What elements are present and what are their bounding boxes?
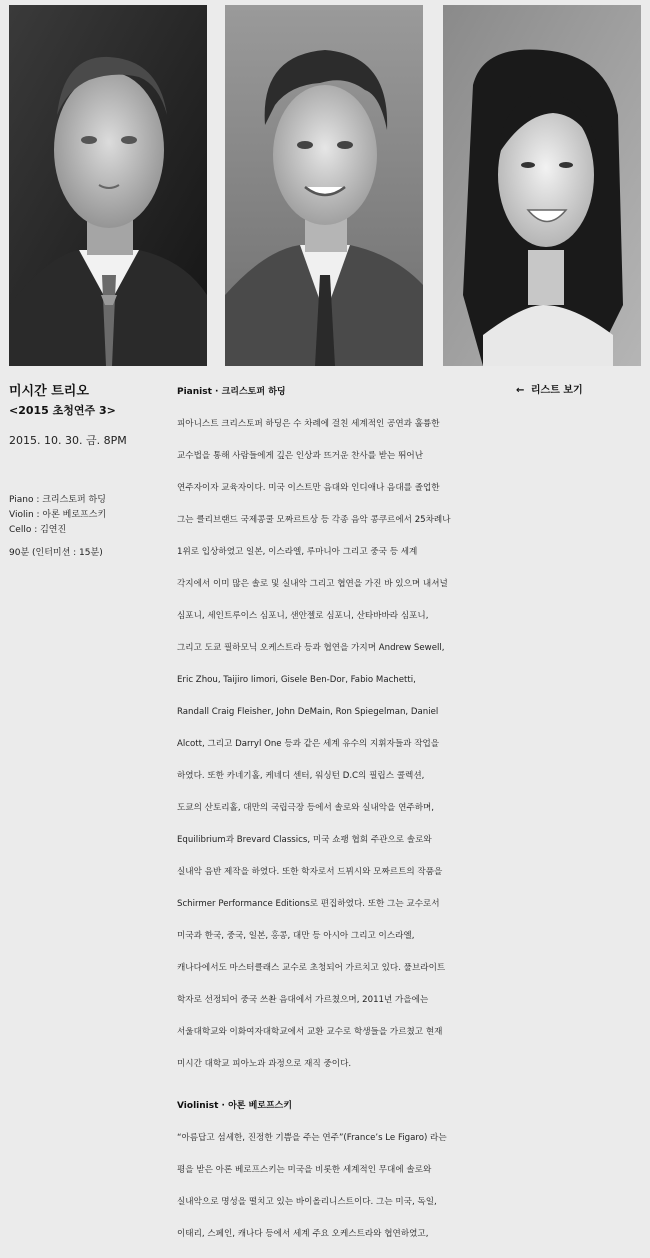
bio-line: 캐나다에서도 마스터클래스 교수로 초청되어 가르치고 있다. 풀브라이트 — [177, 963, 446, 973]
pianist-heading: Pianist · 크리스토퍼 하딩 — [177, 387, 286, 397]
bio-line: 평을 받은 아론 베로프스키는 미국을 비롯한 세계적인 무대에 솔로와 — [177, 1165, 432, 1175]
bio-line: 연주자이자 교육자이다. 미국 이스트만 음대와 인디애나 음대를 졸업한 — [177, 483, 440, 493]
bio-line: 하였다. 또한 카네기홀, 케네디 센터, 워싱턴 D.C의 필립스 콜렉션, — [177, 771, 425, 781]
performer-piano: Piano : 크리스토퍼 하딩 — [9, 495, 106, 505]
biography-column — [177, 384, 489, 1258]
bio-line: Schirmer Performance Editions로 편집하였다. 또한 그는 교수로서 — [177, 899, 440, 909]
concert-subtitle: <2015 초청연주 3> — [9, 404, 116, 417]
pianist-bio — [177, 400, 489, 1088]
bio-line: 피아니스트 크리스토퍼 하딩은 수 차례에 걸친 세계적인 공연과 훌륭한 — [177, 419, 440, 429]
violinist-heading: Violinist · 아론 베로프스키 — [177, 1101, 293, 1111]
bio-line: 심포니, 세인트루이스 심포니, 샌안젤로 심포니, 산타바바라 심포니, — [177, 611, 429, 621]
cellist-photo — [443, 5, 641, 366]
concert-date: 2015. 10. 30. 금. 8PM — [9, 434, 127, 447]
bio-line: Alcott, 그리고 Darryl One 등과 같은 세계 유수의 지휘자들과 작업을 — [177, 739, 440, 749]
violinist-photo — [225, 5, 423, 366]
section-spacer — [177, 1088, 489, 1098]
bio-line: 각지에서 이미 많은 솔로 및 실내악 그리고 협연을 가진 바 있으며 내셔널 — [177, 579, 448, 589]
bio-line: “아름답고 섬세한, 진정한 기쁨을 주는 연주”(France’s Le Figaro) 라는 — [177, 1133, 447, 1143]
bio-line: Equilibrium과 Brevard Classics, 미국 쇼팽 협회 주관으로 솔로와 — [177, 835, 432, 845]
performer-violin: Violin : 아론 베로프스키 — [9, 510, 107, 520]
bio-line: 그는 클리브랜드 국제콩쿨 모짜르트상 등 각종 음악 콩쿠르에서 25차례나 — [177, 515, 451, 525]
performer-list — [9, 493, 159, 538]
bio-line: 그리고 도쿄 필하모닉 오케스트라 등과 협연을 가지며 Andrew Sewell, — [177, 643, 445, 653]
concert-info — [9, 383, 159, 561]
back-to-list-link[interactable] — [516, 383, 583, 399]
bio-line: 실내악으로 명성을 떨치고 있는 바이올리니스트이다. 그는 미국, 독일, — [177, 1197, 437, 1207]
bio-line: 1위로 입상하였고 일본, 이스라엘, 루마니아 그리고 중국 등 세계 — [177, 547, 418, 557]
pianist-portrait-image — [9, 5, 207, 366]
bio-line: 미국과 한국, 중국, 일본, 홍콩, 대만 등 아시아 그리고 이스라엘, — [177, 931, 415, 941]
violinist-bio — [177, 1114, 489, 1258]
cellist-portrait-image — [443, 5, 641, 366]
pianist-photo — [9, 5, 207, 366]
bio-line: 실내악 음반 제작을 하였다. 또한 학자로서 드뷔시와 모짜르트의 작품을 — [177, 867, 443, 877]
concert-title: 미시간 트리오 — [9, 384, 89, 399]
bio-line: 도쿄의 산토리홀, 대만의 국립극장 등에서 솔로와 실내악을 연주하며, — [177, 803, 435, 813]
bio-line: 서울대학교와 이화여자대학교에서 교환 교수로 학생들을 가르쳤고 현재 — [177, 1027, 443, 1037]
bio-line: 학자로 선정되어 중국 쓰촨 음대에서 가르쳤으며, 2011년 가을에는 — [177, 995, 429, 1005]
bio-line: Eric Zhou, Taijiro Iimori, Gisele Ben-Dor, Fabio Machetti, — [177, 675, 416, 685]
arrow-left-icon: ← — [516, 385, 525, 396]
violinist-portrait-image — [225, 5, 423, 366]
bio-line: 미시간 대학교 피아노과 과정으로 재직 중이다. — [177, 1059, 352, 1069]
performer-cello: Cello : 김연진 — [9, 525, 67, 535]
concert-duration: 90분 (인터미션 : 15분) — [9, 548, 103, 558]
bio-line: Randall Craig Fleisher, John DeMain, Ron Spiegelman, Daniel — [177, 707, 439, 717]
violinist-section — [177, 1098, 489, 1258]
bio-line: 교수법을 통해 사람들에게 깊은 인상과 뜨거운 찬사를 받는 뛰어난 — [177, 451, 423, 461]
pianist-section — [177, 384, 489, 1088]
back-to-list-label: 리스트 보기 — [530, 385, 583, 396]
bio-line: 이태리, 스페인, 캐나다 등에서 세계 주요 오케스트라와 협연하였고, — [177, 1229, 429, 1239]
